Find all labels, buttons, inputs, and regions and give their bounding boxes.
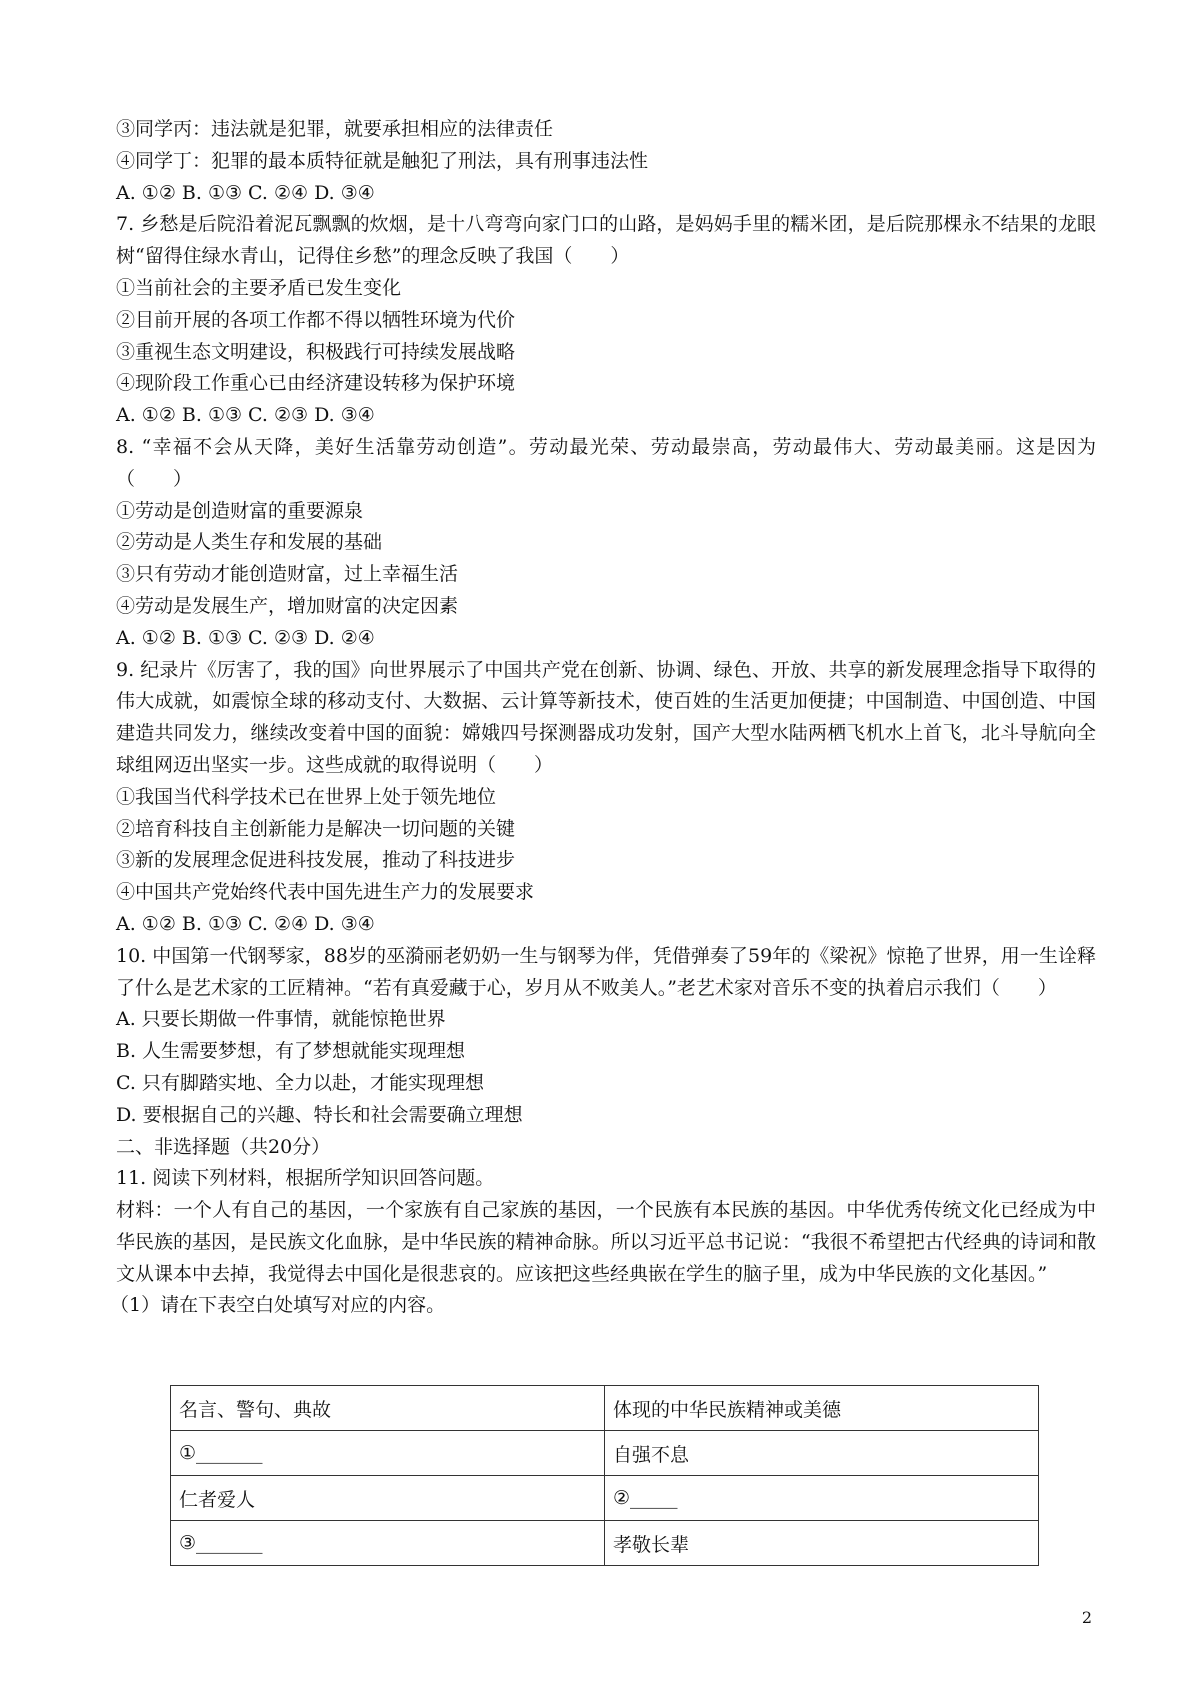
q9-option-2: ②培育科技自主创新能力是解决一切问题的关键 xyxy=(116,817,516,840)
q6-choices: A. ①② B. ①③ C. ②④ D. ③④ xyxy=(116,181,375,204)
q7-option-3: ③重视生态文明建设，积极践行可持续发展战略 xyxy=(116,340,516,363)
q8-option-3: ③只有劳动才能创造财富，过上幸福生活 xyxy=(116,563,459,586)
q6-option-4: ④同学丁：犯罪的最本质特征就是触犯了刑法，具有刑事违法性 xyxy=(116,149,649,172)
q10-option-d: D. 要根据自己的兴趣、特长和社会需要确立理想 xyxy=(116,1103,523,1126)
table-row xyxy=(171,1431,1039,1476)
q9-choices: A. ①② B. ①③ C. ②④ D. ③④ xyxy=(116,912,375,935)
q9-stem: 9. 纪录片《厉害了，我的国》向世界展示了中国共产党在创新、协调、绿色、开放、共享的新发展理念指导下取得的伟大成就，如震惊全球的移动支付、大数据、云计算等新技术，使百姓的生活更加便捷；中国制造、中国创造、中国建造共同发力，继续改变着中国的面貌：嫦娥四号探测器成功发射，国产大型水陆两栖飞机水上首飞，北斗导航向全球组网迈出坚实一步。这些成就的取得说明（ ） xyxy=(116,658,1096,776)
q7-option-1: ①当前社会的主要矛盾已发生变化 xyxy=(116,276,402,299)
q10-option-a: A. 只要长期做一件事情，就能惊艳世界 xyxy=(116,1008,446,1031)
q10-option-b: B. 人生需要梦想，有了梦想就能实现理想 xyxy=(116,1040,466,1063)
answer-table xyxy=(170,1385,1039,1566)
q8-stem: 8. “幸福不会从天降，美好生活靠劳动创造”。劳动最光荣、劳动最崇高，劳动最伟大、劳动最美丽。这是因为（ ） xyxy=(116,435,1096,490)
page-content xyxy=(110,114,1096,1322)
q7-choices: A. ①② B. ①③ C. ②③ D. ③④ xyxy=(116,404,375,427)
q10-option-c: C. 只有脚踏实地、全力以赴，才能实现理想 xyxy=(116,1071,484,1094)
q8-option-2: ②劳动是人类生存和发展的基础 xyxy=(116,531,383,554)
section-2-title: 二、非选择题（共20分） xyxy=(116,1135,331,1158)
table-cell-blank: ③_______ xyxy=(171,1521,605,1566)
table-row xyxy=(171,1476,1039,1521)
table-cell: 孝敬长辈 xyxy=(605,1521,1039,1566)
q11-sub-question-1: （1）请在下表空白处填写对应的内容。 xyxy=(110,1294,446,1317)
q10-stem: 10. 中国第一代钢琴家，88岁的巫漪丽老奶奶一生与钢琴为伴，凭借弹奏了59年的《梁祝》惊艳了世界，用一生诠释了什么是艺术家的工匠精神。“若有真爱藏于心，岁月从不败美人。”老艺术家对音乐不变的执着启示我们（ ） xyxy=(116,944,1096,999)
table-cell-blank: ②_____ xyxy=(605,1476,1039,1521)
q6-option-3: ③同学丙：违法就是犯罪，就要承担相应的法律责任 xyxy=(116,118,554,140)
q9-option-3: ③新的发展理念促进科技发展，推动了科技进步 xyxy=(116,849,516,872)
table-cell: 自强不息 xyxy=(605,1431,1039,1476)
q7-stem: 7. 乡愁是后院沿着泥瓦飘飘的炊烟，是十八弯弯向家门口的山路，是妈妈手里的糯米团，是后院那棵永不结果的龙眼树“留得住绿水青山，记得住乡愁”的理念反映了我国（ ） xyxy=(116,213,1096,268)
q8-option-1: ①劳动是创造财富的重要源泉 xyxy=(116,499,364,522)
table-header-cell: 体现的中华民族精神或美德 xyxy=(605,1386,1039,1431)
q9-option-1: ①我国当代科学技术已在世界上处于领先地位 xyxy=(116,785,497,808)
table-cell: 仁者爱人 xyxy=(171,1476,605,1521)
q7-option-2: ②目前开展的各项工作都不得以牺牲环境为代价 xyxy=(116,308,516,331)
page-number: 2 xyxy=(1081,1608,1092,1627)
table-header-row xyxy=(171,1386,1039,1431)
table-header-cell: 名言、警句、典故 xyxy=(171,1386,605,1431)
table-cell-blank: ①_______ xyxy=(171,1431,605,1476)
q7-option-4: ④现阶段工作重心已由经济建设转移为保护环境 xyxy=(116,372,516,395)
q9-option-4: ④中国共产党始终代表中国先进生产力的发展要求 xyxy=(116,881,535,904)
table-row xyxy=(171,1521,1039,1566)
q8-option-4: ④劳动是发展生产，增加财富的决定因素 xyxy=(116,594,459,617)
q11-material: 材料：一个人有自己的基因，一个家族有自己家族的基因，一个民族有本民族的基因。中华优秀传统文化已经成为中华民族的基因，是民族文化血脉，是中华民族的精神命脉。所以习近平总书记说：“我很不希望把古代经典的诗词和散文从课本中去掉，我觉得去中国化是很悲哀的。应该把这些经典嵌在学生的脑子里，成为中华民族的文化基因。” xyxy=(116,1199,1096,1285)
q11-stem: 11. 阅读下列材料，根据所学知识回答问题。 xyxy=(116,1167,495,1190)
q8-choices: A. ①② B. ①③ C. ②③ D. ②④ xyxy=(116,626,375,649)
